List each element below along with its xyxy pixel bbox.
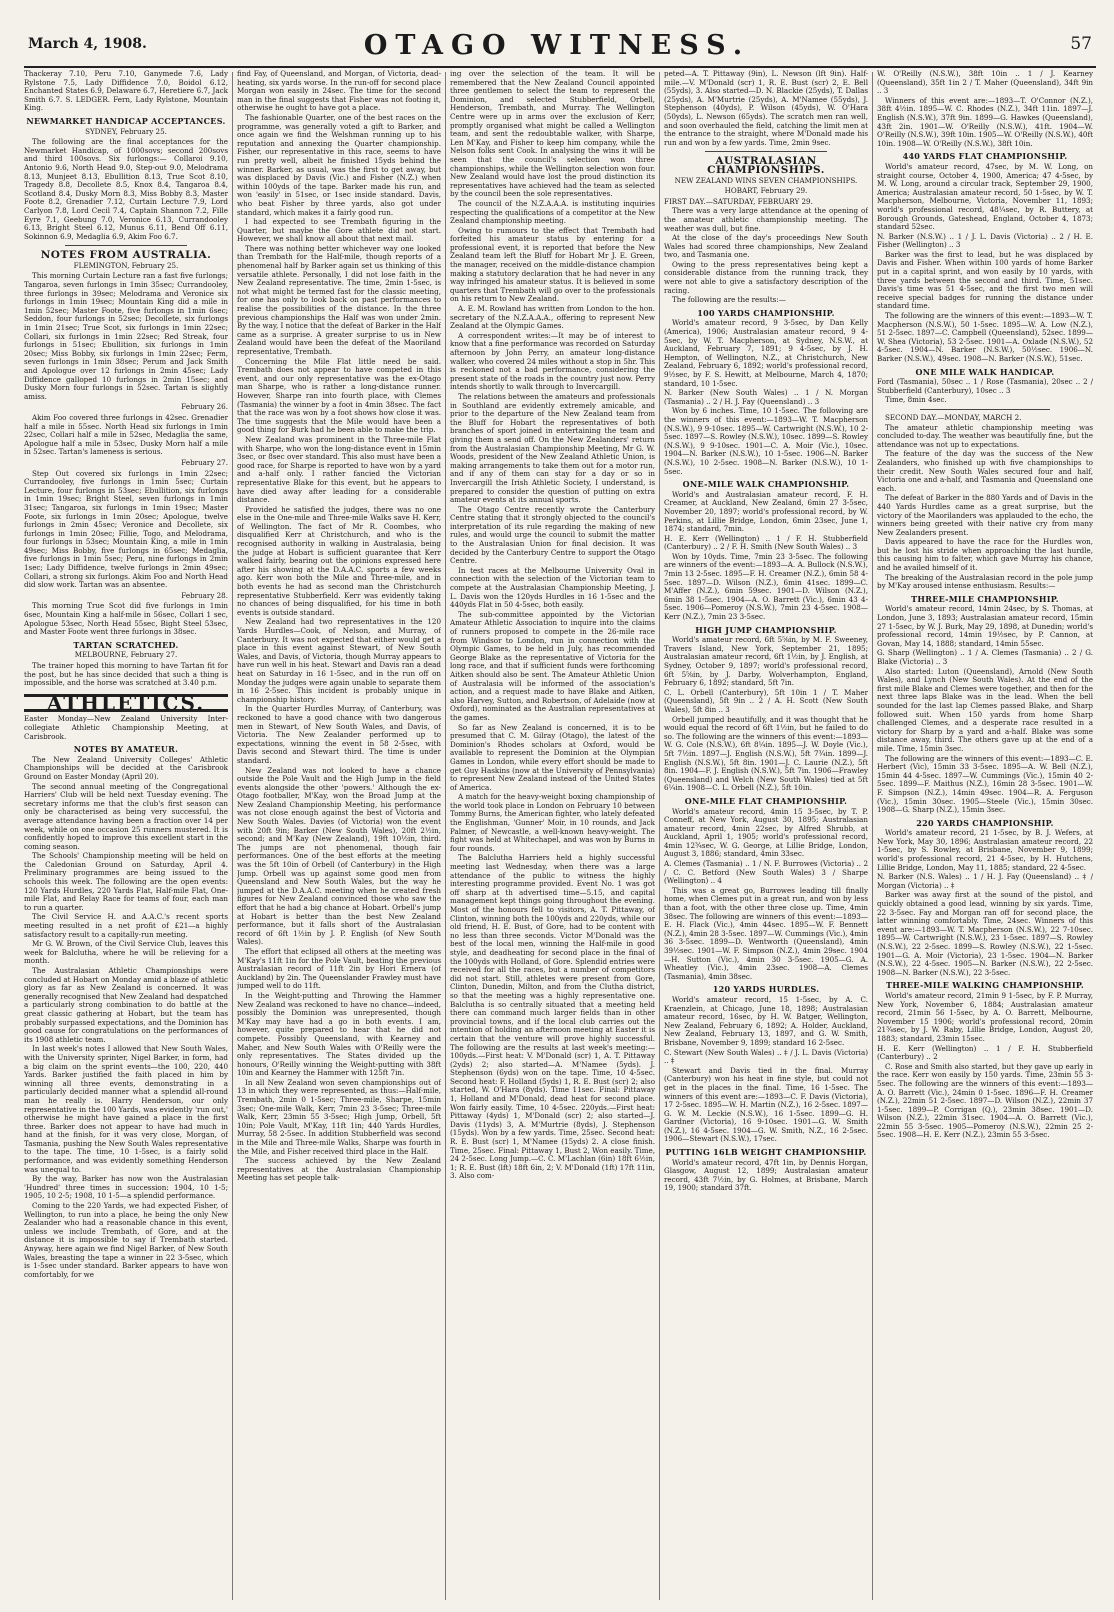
masthead-rule	[24, 66, 1096, 68]
athletics-heading: ATHLETICS.	[24, 694, 228, 713]
newmarket-dateline: SYDNEY, February 25.	[85, 126, 167, 136]
notes-by-amateur-heading: NOTES BY AMATEUR.	[73, 744, 179, 755]
section-rule	[65, 245, 187, 246]
article-text: The following are the results:—	[672, 295, 786, 305]
column-3	[450, 70, 655, 1600]
notes-date: February 26.	[181, 402, 228, 412]
article-text: At the close of the day's proceedings New South Wales had scored three championships, New Zealand two, and Tasmania one.	[664, 233, 868, 260]
article-text: Owing to the press representatives being kept a considerable distance from the running track, they were not able to give a satisfactory description of the racing.	[664, 259, 868, 295]
tartan-dateline: MELBOURNE, February 27.	[74, 650, 178, 660]
article-text: So far as New Zealand is concerned, it is to be presumed that C. M. Gilray (Otago), the latest of the Dominion's Rhodes scholars at Oxford, would be available to represent the Dominion at the Olympian Games in London, while every effort should be made to get Guy Haskins (now at the University of Pennsylvania) to represent New Zealand instead of the United States of America.	[450, 722, 655, 792]
page-number: 57	[1070, 34, 1092, 54]
article-text: The following are the winners of this event:—1893—C. E. Herbert (Vic), 15min 33 3-5sec. 1895—A. W. Bell (N.Z.), 15min 44 4-5sec. 1897—W. Cummings (Vic.), 15min 40 2-5sec. 1899—F. Maithus (N.Z.), 16min 28 3-5sec. 1901—W. F. Simpson (N.Z.), 14min 49sec. 1904—R. A. Ferguson (Vic.), 15min 30sec. 1905—Steele (Vic.), 15min 30sec. 1908—G. Sharp (N.Z.), 15min 3sec.	[877, 753, 1093, 815]
article-text: Winners of this event are:—1893—T. O'Connor (N.Z.), 38ft 4½in. 1895—W. C. Rhodes (N.Z.), 34ft 11in. 1897—J. English (N.S.W.), 37ft 9in. 1899—G. Hawkes (Queensland), 43ft 2in. 1901—W. O'Reilly (N.S.W.), 41ft. 1904—W. O'Reilly (N.S.W.), 39ft 10in. 1905—W. O'Reilly (N.S.W.), 40ft 10in. 1908—W. O'Reilly (N.S.W.), 38ft 10in.	[877, 95, 1093, 148]
australasian-subheading: NEW ZEALAND WINS SEVEN CHAMPIONSHIPS.	[674, 175, 858, 185]
racing-weights: Thackeray 7.10, Peru 7.10, Ganymede 7.6, Lady Rylstone 7.5, Lady Diffidence 7.0, Boidol 6.12, Enchanted States 6.9, Delaware 6.7, Heretiere 6.7, Jack Smith 6.7. S. LEDGER. Fern, Lady Rylstone, Mountain King.	[24, 70, 228, 113]
article-text: peted—A. T. Pittaway (9in), L. Newson (lft 9in). Half-mile.—V. M'Donald (scr) 1, R. E. Bust (scr) 2, E. Bell (55yds), 3. Also started—D. N. Blackie (25yds), T. Dallas (25yds), A. M'Murtrie (25yds), A. M'Namee (55yds), J. Stephenson (40yds), P. Wilson (45yds), W. O'Hara (50yds), L. Newson (65yds). The scratch men ran well, and soon overhauled the field, catching the limit men at the entrance to the straight, where M'Donald made his run and won by a few yards. Time, 2min 9sec.	[664, 70, 868, 147]
amateur-text: The Civil Service H. and A.A.C.'s recent sports meeting resulted in a net profit of £21—a highly satisfactory result to a capitally-run meeting.	[24, 912, 228, 939]
amateur-text: The Australasian Athletic Championships were concluded at Hobart on Monday amid a blaze of athletic glory as far as New Zealand is concerned. It was generally recognised that New Zealand had despatched a particularly strong combination to do battle at the great classic gathering at Hobart, but the team has probably surpassed expectations, and the Dominion has good cause for congratulations on the performances of its 1908 athletic team.	[24, 966, 228, 1044]
tartan-text: The trainer hoped this morning to have Tartan fit for the post, but he has since decided that such a thing is impossible, and the horse was scratched at 3.40 p.m.	[24, 661, 228, 688]
notes-dateline: FLEMINGTON, February 25.	[73, 260, 179, 270]
results-list: N. Barker (N.S. Wales) .. 1 / H. J. Fay (Queensland) .. ‡ / Morgan (Victoria) .. ‡	[877, 872, 1093, 890]
column-4	[664, 70, 868, 1600]
issue-date: March 4, 1908.	[28, 36, 147, 52]
results-list: N. Barker (New South Wales) .. 1 / N. Morgan (Tasmania) .. 2 / H. J. Fay (Queensland) .. 3	[664, 388, 868, 406]
amateur-text: The second annual meeting of the Congregational Harriers' Club will be held next Tuesday evening. The secretary informs me that the club's first season can only be characterised as being very successful, the average attendance having been a fraction over 14 per week, while on one occasion 25 runners mustered. It is confidently hoped to improve this excellent start in the coming season.	[24, 781, 228, 851]
day-heading: FIRST DAY.—SATURDAY, FEBRUARY 29.	[664, 196, 813, 206]
article-text: Stewart and Davis tied in the final. Murray (Canterbury) won his heat in fine style, but could not get in the places in the final. Time, 16 1-5sec. The winners of this event are:—1893—C. F. Davis (Victoria), 17 2-5sec. 1895—W. H. Martin (N.Z.), 16 2-5sec. 1897—G. W. M. Leckie (N.S.W.), 16 1-5sec. 1899—G. H. Gardner (Victoria), 16 9-10sec. 1901—G. W. Smith (N.Z.), 16 4-5sec. 1904—G. W. Smith, N.Z., 16 2-5sec. 1906—Stewart (N.S.W.), 17sec.	[664, 1065, 868, 1144]
results-list: Ford (Tasmania), 50sec .. 1 / Rose (Tasmania), 20sec .. 2 / Stubberfield (Canterbury), 10sec .. 3	[877, 377, 1093, 395]
article-text: In the Quarter Hurdles Murray, of Canterbury, was reckoned to have a good chance with two dangerous men in Stewart, of New South Wales, and Davis, of Victoria. The New Zealander performed up to expectations, winning the event in 58 2-5sec, with Davis second and Stewart third. The time is under standard.	[237, 704, 441, 765]
article-text: Orbell jumped beautifully, and it was thought that he would equal the record of 6ft 1½in, but he failed to do so. The following are the winners of this event:—1893—W. G. Cole (N.S.W.), 6ft 8¼in. 1895—J. W. Doyle (Vic.), 5ft 7½in. 1897—J. English (N.S.W.), 5ft 7¾in. 1899—J. English (N.S.W.), 5ft 8in. 1901—J. C. Laurie (N.Z.), 5ft 8in. 1904—F. J. English (N.S.W.), 5ft 7in. 1906—Frawley (Queensland) and Welch (New South Wales) tied at 5ft 6¼in. 1908—C. L. Orbell (N.Z.), 5ft 10in.	[664, 714, 868, 793]
article-text: The feature of the day was the success of the New Zealanders, who finished up with five championships to their credit. New South Wales secured four and half, Victoria one and a-half, and Tasmania and Queensland one each.	[877, 449, 1093, 493]
article-text: Won by 10yds. Time, 7min 23 3-5sec. The following are winners of the event:—1893—A. A. Bullock (N.S.W.), 7min 13 2-5sec. 1895—F. H. Creamer (N.Z.), 6min 58 4-5sec. 1897—D. Wilson (N.Z.), 6min 41sec. 1899—C. M'Affer (N.Z.), 6min 59sec. 1901—D. Wilson (N.Z.), 6min 38 1-5sec. 1904—A. O. Barrett (Vic.), 6min 43 4-5sec. 1906—Pomeroy (N.S.W.), 7min 23 4-5sec. 1908—Kerr (N.Z.), 7min 23 3-5sec.	[664, 551, 868, 622]
article-text: The Balclutha Harriers held a highly successful meeting last Wednesday, when there was a large attendance of the public to witness the highly interesting programme provided. Event No. 1 was got off sharp at th advertised time—5.15, and capital management kept things going throughout the evening. Most of the honours fell to visitors, A. T. Pittaway, of Clinton, winning both the 100yds and 220yds, while our old friend, H. E. Bust, of Gore, had to be content with no less than three seconds. Victor M'Donald was the best of the local men, winning the Half-mile in good style, and deadheating for second place in the final of the 100yds with Holland, of Gore. Splendid entries were received for all the races, but a number of competitors did not start. Still, athletes were present from Gore, Clinton, Dunedin, Milton, and from the Clutha district, so that the meeting was a highly representative one. Balclutha is so centrally situated that a meeting held there can command much larger fields than in other provincial towns, and if the local club carries out the intention of holding an afternoon meeting at Easter it is certain that the venture will prove highly successful. The following are the results at last week's meeting:—100yds.—First heat: V. M'Donald (scr) 1, A. T. Pittaway (2yds) 2; also started—A. M'Namee (5yds). J. Stephenson (6yds) won on the tape. Time, 10 4-5sec. Second heat: F. Holland (5yds) 1, R. E. Bust (scr) 2; also started, W. O'Hara (8yds). Time 11sec. Final: Pittaway 1, Holland and M'Donald, dead heat for second place. Won fairly easily. Time, 10 4-5sec. 220yds.—First heat: Pittaway (4yds) 1, M'Donald (scr) 2; also started—J. Davis (11yds) 3, A. M'Murtrie (8yds), J. Stephenson (15yds). Won by a few yards. Time, 25sec. Second heat: R. E. Bust (scr) 1, M'Namee (15yds) 2. A close finish. Time, 25sec. Final: Pittaway 1, Bust 2, Won easily. Time, 24 2-5sec. Long Jump.—C. C. M'Lachlan (6in) 18ft 6½in, 1; R. E. Bust (lft) 18ft 6in, 2; V. M'Donald (1ft) 17ft 11in, 3. Also com-	[450, 853, 655, 1181]
article-text: Owing to rumours to the effect that Trembath had forfeited his amateur status by entering for a professional event, it is reported that before the New Zealand team left the Bluff for Hobart Mr J. E. Green, the manager, received on the middle-distance champion making a statutory declaration that he had never in any way infringed his amateur status. It is believed in some quarters that Trembath will go over to the professionals on his return to New Zealand.	[450, 225, 655, 304]
event-heading: HIGH JUMP CHAMPIONSHIP.	[695, 624, 837, 635]
article-text: C. Rose and Smith also started, but they gave up early in the race. Kerr won easily by 150 yards. Time, 23min 55 3-5sec. The following are the winners of this event:—1893—A. O. Barrett (Vic.), 24min 0 1-5sec. 1896—F. H. Creamer (N.Z.), 22min 51 2-5sec. 1897—D. Wilson (N.Z.), 22min 37 1-5sec. 1899—P. Corrigan (Q.), 23min 38sec. 1901—D. Wilson (N.Z.), 22min 31sec. 1904—A. O. Barrett (Vic.), 22min 55 3-5sec. 1905—Pomeroy (N.S.W.), 22min 25 2-5sec. 1908—H. E. Kerr (N.Z.), 23min 55 3-5sec.	[877, 1061, 1093, 1140]
results-list: A. Clemes (Tasmania) .. 1 / N. F. Burrowes (Victoria) .. 2 / C. C. Betford (New South Wales) 3 / Sharpe (Wellington) .. 4	[664, 859, 868, 886]
article-text: A correspondent writes:—It may be of interest to know that a fine performance was recorded on Saturday afternoon by John Perry, an amateur long-distance walker, who covered 24 miles without a stop in 5hr. This is reckoned not a bad performance, considering the present state of the roads in the country just now. Perry intends shortly to walk through to Invercargill.	[450, 330, 655, 392]
results-list: W. O'Reilly (N.S.W.), 38ft 10in .. 1 / J. Kearney (Queensland), 35ft 1in 2 / T. Maher (Queensland), 34ft 9in .. 3	[877, 70, 1093, 96]
amateur-text: Coming to the 220 Yards, we had expected Fisher, of Wellington, to run into a place, he being the only New Zealander who had a reasonable chance in this event, unless we include Trembath, of Gore, and at the distance it is impossible to say if Trembath started. Anyway, here again we find Nigel Barker, of New South Wales, breasting the tape a winner in 22 3-5sec, which is 1-5sec under standard. Barker appears to have won comfortably, for we	[24, 1201, 228, 1279]
notes-date: February 27.	[181, 457, 228, 467]
article-text: The relations between the amateurs and professionals in Southland are evidently extremely amicable, and prior to the departure of the New Zealand team from the Bluff for Hobart the representatives of both branches of sport joined in entertaining the team and giving them a send off. On the New Zealanders' return from the Australasian Championship Meeting, Mr G. W. Woods, president of the New Zealand Athletic Union, is making arrangements to take them out for a motor run, and if any of them can stay for a day or so in Invercargill the Irish Athletic Society, I understand, is prepared to consider the question of putting on extra amateur events at its annual sports.	[450, 391, 655, 505]
article-text: The fashionable Quarter, one of the best races on the programme, was generally voted a gift to Barker, and once again we find the Welshman running up to his reputation and annexing the Quarter championship. Fisher, our representative in this race, seems to have run pretty well, albeit he finished 15yds behind the winner. Barker, as usual, was the first to get away, but was displaced by Davis (Vic.) and Fisher (N.Z.) when within 100yds of the tape. Barker made his run, and won 'easily' in 51sec, or 1sec inside standard. Davis, who beat Fisher by three yards, also got under standard, which makes it a fairly good run.	[237, 112, 441, 217]
results-list: G. Sharp (Wellington) .. 1 / A. Clemes (Tasmania) .. 2 / G. Blake (Victoria) .. 3	[877, 648, 1093, 666]
results-list: C. L. Orbell (Canterbury), 5ft 10in 1 / T. Maher (Queensland), 5ft 9in .. 2 / A. H. Scott (New South Wales), 5ft 8in .. 3	[664, 687, 868, 714]
article-text: New Zealand was not looked to have a chance outside the Pole Vault and the High Jump in the field events alongside the other 'powers.' Although the ex-Otago footballer, M'Kay, won the Broad Jump at the New Zealand Championship Meeting, his performance was not close enough against the best of Victoria and New South Wales. Davies (of Victoria) won the event with 20ft 9in; Barker (New South Wales), 20ft 2½in, second; and M'Kay (New Zealand), 19ft 10½in, third. The jumps are not phenomenal, though fair performances. One of the best efforts at the meeting was the 5ft 10in of Orbell (of Canterbury) in the High Jump. Orbell was up against some good men from Queensland and New South Wales, but the way he jumped at the D.A.A.C. meeting when he created fresh figures for New Zealand convinced those who saw the effort that he had a big chance at Hobart. Orbell's jump at Hobart is better than the best New Zealand performance, but it falls short of the Australasian record of 6ft 1½in by J. P. English (of New South Wales).	[237, 765, 441, 947]
article-text: New Zealand was prominent in the Three-mile Flat with Sharpe, who won the long-distance event in 15min 3sec, or 8sec over standard. This also must have been a good race, for Sharpe is reported to have won by a yard and a-half only. I rather fancied the Victorian representative Blake for this event, but he appears to have died away after leading for a considerable distance.	[237, 434, 441, 505]
masthead	[0, 0, 1114, 60]
amateur-text: In last week's notes I allowed that New South Wales, with the University sprinter, Nigel Barker, in form, had a big claim on the sprint events—the 100, 220, 440 Yards. Barker justified the faith placed in him by winning all three events, demonstrating in a particularly decided manner what a splendid all-round man he really is. Harry Henderson, our only representative in the 100 Yards, was evidently 'run out,' otherwise he might have gained a place in the first three. Barker does not appear to have had much in hand at the finish, for it was very close, Morgan, of Tasmania, pushing the New South Wales representative to the tape. The time, 10 1-5sec, is a fairly solid performance, and was evidently something Henderson was unequal to.	[24, 1044, 228, 1174]
article-text: New Zealand had two representatives in the 120 Yards Hurdles—Cook, of Nelson, and Murray, of Canterbury. It was not expected that either would get a place in this event against Stewart, of New South Wales, and Davis, of Victoria, though Murray appears to have run well in his heat. Stewart and Davis ran a dead heat on Saturday in 16 1-5sec, and in the run off on Monday the judges were again unable to separate them in 16 2-5sec. This incident is probably unique in championship history.	[237, 617, 441, 704]
notes-text: This morning True Scot did five furlongs in 1min 6sec, Mountain King a half-mile in 56sec, Collari 1 sec, Apologue 53sec, North Head 55sec, Bight Steel 53sec, and Master Foote went three furlongs in 38sec.	[24, 601, 228, 637]
record-text: World's amateur record, 4min 15 3-5sec, by T. P. Conneff, at New York, August 30, 1895; Australasian amateur record, 4min 22sec, by Alfred Shrubb, at Auckland, April 1, 1905; world's professional record, 4min 12¾sec, W. G. George, at Lillie Bridge, London, August 3, 1886; standard, 4min 33sec.	[664, 806, 868, 859]
record-text: World's amateur record, 6ft 5⅝in, by M. F. Sweeney, Travers Island, New York, September 21, 1895; Australasian amateur record, 6ft 1½in, by J. English, at Sydney, October 9, 1897; world's professional record, 6ft 5⅝in, by J. Darby, Wolverhampton, England, February 6, 1892; standard, 5ft 7in.	[664, 635, 868, 688]
article-text: Barker was away first at the sound of the pistol, and quickly obtained a good lead, winning by six yards. Time, 22 3-5sec. Fay and Morgan ran off for second place, the latter winning comfortably. Time, 24sec. Winners of this event are:—1893—W. T. Macpherson (N.S.W.), 22 7-10sec. 1895—W. Cartwright (N.S.W.), 23 1-5sec. 1897—S. Rowley (N.S.W.), 22 2-5sec. 1899—S. Rowley (N.S.W.), 22 1-5sec. 1901—G. A. Moir (Victoria), 23 1-5sec. 1904—N. Barker (N.S.W.), 22 4-5sec. 1905—N. Barker (N.S.W.), 22 2-5sec. 1908—N. Barker (N.S.W.), 22 3-5sec.	[877, 890, 1093, 977]
article-text: In the Weight-putting and Throwing the Hammer New Zealand was reckoned to have no chance—indeed, possibly the Dominion was unrepresented, though M'Kay may have had a go in both events. I am, however, quite prepared to hear that he did not compete. Possibly Queensland, with Kearney and Maher, and New South Wales with O'Reilly were the only representatives. The States divided up the honours, O'Reilly winning the Weight-putting with 38ft 10in and Kearney the Hammer with 125ft 7in.	[237, 990, 441, 1078]
column-divider	[232, 72, 233, 1600]
article-text: Davis appeared to have the race for the Hurdles won, but he lost his stride when approaching the last hurdle, this causing him to falter, which gave Murray his chance, and he availed himself of it.	[877, 537, 1093, 573]
column-divider	[445, 72, 446, 1600]
article-text: The amateur athletic championship meeting was concluded to-day. The weather was beautifully fine, but the attendance was not up to expectations.	[877, 422, 1093, 449]
record-text: World's amateur record, 47sec, by M. W. Long, on straight course, October 4, 1900, America; 47 4-5sec, by M. W. Long, around a circular track, September 29, 1900, America; Australasian amateur record, 50 1-5sec, by W. T. Macpherson, Melbourne, Victoria, November 11, 1893; world's professional record, 48¼sec, by R. Buttery, at Borough Grounds, Gateshead, England, October 4, 1873; standard 52sec.	[877, 161, 1093, 232]
amateur-text: Mr G. W. Brown, of the Civil Service Club, leaves this week for Balclutha, where he will be relieving for a month.	[24, 939, 228, 966]
article-text: Also started: Luton (Queensland), Arnold (New South Wales), and Lynch (New South Wales). At the end of the first mile Blake and Clemes were together, and then for the next three laps Blake was in the lead. When the bell sounded for the last lap Clemes passed Blake, and Sharp followed suit. When 150 yards from home Sharp challenged Clemes, and a desperate race resulted in a victory for Sharp by a yard and a-half. Blake was some distance away, third. The others gave up at the end of a mile. Time, 15min 3sec.	[877, 666, 1093, 753]
event-heading: 100 YARDS CHAMPIONSHIP.	[697, 307, 835, 318]
record-text: World's amateur record, 47ft 1in, by Dennis Horgan, Glasgow, August 12, 1899; Australasian amateur record, 43ft 7½in, by G. Holmes, at Brisbane, March 19, 1900; standard 37ft.	[664, 1157, 868, 1193]
article-text: Concerning the Mile Flat little need be said. Trembath does not appear to have competed in this event, and our only representative was the ex-Otago man Sharpe, who is rather a long-distance runner. However, Sharpe ran into fourth place, with Clemes (Tasmania) the winner by a foot in 4min 38sec. The fact that the race was won by a foot shows how close it was. The time suggests that the Mile would have been a good thing for Burk had he been able to make the trip.	[237, 356, 441, 435]
event-heading: THREE-MILE CHAMPIONSHIP.	[911, 593, 1059, 604]
column-divider	[872, 72, 873, 1600]
event-heading: 440 YARDS FLAT CHAMPIONSHIP.	[902, 151, 1068, 162]
results-list: N. Barker (N.S.W.) .. 1 / J. L. Davis (Victoria) .. 2 / H. E. Fisher (Wellington) .. 3	[877, 231, 1093, 250]
article-text: ing over the selection of the team. It will be remembered that the New Zealand Council appointed three gentlemen to select the team to represent the Dominion, and selected Stubberfield, Orbell, Henderson, Trembath, and Murray. The Wellington Centre were up in arms over the exclusion of Kerr, promptly organised what might be called a Wellington team, and sent the redoubtable walker, with Sharpe, Len M'Kay, and Fisher to keep him company, while the Nelson folks sent Cook. In analysing the wins it will be seen that the council's selection won three championships, while the Wellington selection won four. New Zealand would have lost the proud distinction its representatives have achieved had the team as selected by the council been the sole representatives.	[450, 70, 655, 199]
record-text: World's amateur record, 14min 24sec, by S. Thomas, at London, June 3, 1893; Australasian amateur record, 15min 27 1-5sec, by W. J. Burk, May 29, 1898, at Dunedin; world's professional record, 14min 19½sec, by P. Cannon, at Govan, May 14, 1888; standard, 14min 55sec.	[877, 604, 1093, 648]
australasian-championships-heading: AUSTRALASIAN CHAMPIONSHIPS.	[707, 155, 825, 176]
column-divider	[659, 72, 660, 1600]
column-1	[24, 70, 228, 1600]
article-text: The following are the winners of this event:—1893—W. T. Macpherson (N.S.W.), 50 1-5sec. 1895—W. A. Low (N.Z.), 51 2-5sec. 1897—C. Campbell (Queensland), 52sec. 1899—W. Shea (Victoria), 53 2-5sec. 1901—A. Oxlade (N.S.W.), 52 4-5sec. 1904—N. Barker (N.S.W.), 50½sec. 1906—N. Barker (N.S.W.), 49sec. 1908—N. Barker (N.S.W.), 51sec.	[877, 311, 1093, 363]
athletics-intro: Easter Monday—New Zealand University Inter-collegiate Athletic Championship Meeting, at Carisbrook.	[24, 714, 228, 741]
article-text: Barker was the first to lead, but he was displaced by Davis and Fisher. When within 100 yards of home Barker put in a capital sprint, and won easily by 10 yards, with three yards between the second and third. Time, 51sec. Davis's time was 51 4-5sec, and the first two men will receive special badges for running the distance under standard time.	[877, 249, 1093, 311]
notes-date: February 28.	[181, 590, 228, 600]
event-heading: PUTTING 16LB WEIGHT CHAMPIONSHIP.	[665, 1147, 867, 1158]
article-text: There was nothing better whichever way one looked than Trembath for the Half-mile, though reports of a phenomenal half by Barker again set us thinking of this versatile athlete. Personally, I did not lose faith in the New Zealand representative. The time, 2min 1-5sec, is not what might be termed fast for the classic meeting, for one has only to look back on past performances to realise the possibilities of the distance. In the three previous championships the Half was won under 2min. By the way, I notice that the defeat of Barker in the Half came as a surprise. A greater surprise to us in New Zealand would have been the defeat of the Maoriland representative, Trembath.	[237, 243, 441, 356]
newmarket-text: The following are the final acceptances for the Newmarket Handicap, of 1000sovs; second 200sovs and third 100sovs. Six furlongs:— Collaroi 9.10, Antonio 9.6, North Head 9.0, Step-out 9.0, Melodrama 8.13, Munjeet 8.13, Ebullition 8.13, True Scot 8.10, Tragedy 8.8, Decollete 8.5, Knox 8.4, Tangaroa 8.4, Scotland 8.4, Dusky Morn 8.3, Miss Bobby 8.3, Master Foote 8.2, Grenadier 7.12, Curtain Lecture 7.9, Lord Carlyon 7.8, Lord Cecil 7.4, Captain Shannon 7.2, Fille Eyre 7.1, Geebung 7.0, Veronice 6.13, Currandooley 6.13, Bright Steel 6.12, Munus 6.11, Bend Off 6.11, Sokinnon 6.9, Medaglia 6.9, Akim Foo 6.7.	[24, 137, 228, 241]
event-heading: ONE MILE WALK HANDICAP.	[915, 366, 1055, 377]
section-rule	[920, 409, 1050, 410]
article-text: Provided he satisfied the judges, there was no one else in the One-mile and Three-mile Walks save H. Kerr, of Wellington. The fact of Mr R. Coombes, who disqualified Kerr at Christchurch, and who is the recognised authority in walking in Australasia, being the judge at Hobart is sufficient guarantee that Kerr walked fairly, bearing out the opinions expressed here after his showing at the D.A.A.C. sports a few weeks ago. Kerr won both the Mile and Three-mile, and in both events he had as second man the Christchurch representative Stubberfield. Kerr was evidently taking no chances of being disqualified, for his time in both events is outside standard.	[237, 504, 441, 617]
article-text: The council of the N.Z.A.A.A. is instituting inquiries respecting the qualifications of a competitor at the New Zealand championship meeting.	[450, 198, 655, 226]
results-list: H. E. Kerr (Wellington) .. 1 / F. H. Stubberfield (Canterbury) .. 2 / F. H. Smith (New South Wales) .. 3	[664, 533, 868, 552]
day-heading: SECOND DAY.—MONDAY, MARCH 2.	[885, 412, 1022, 422]
article-text: Won by 6 inches. Time, 10 1-5sec. The following are the winners of this event:—1893—W. T. Macpherson (N.S.W.), 9 9-10sec. 1895—W. Cartwright (N.S.W.), 10 2-5sec. 1897—S. Rowley (N.S.W.), 10sec. 1899—S. Rowley (N.S.W.), 9 9-10sec. 1901—C. A. Moir (Vic.), 10sec. 1904—N. Barker (N.S.W.), 10 1-5sec. 1906—N. Barker (N.S.W.), 10 2-5sec. 1908—N. Barker (N.S.W.), 10 1-5sec.	[664, 406, 868, 476]
article-text: The success achieved by the New Zealand representatives at the Australasian Championship Meeting has set people talk-	[237, 1156, 441, 1183]
article-text: A match for the heavy-weight boxing championship of the world took place in London on February 10 between Tommy Burns, the American fighter, who lately defeated the Englishman, 'Gunner' Moir, in 10 rounds, and Jack Palmer, of Newcastle, a well-known heavy-weight. The fight was held at Whitechapel, and was won by Burns in four rounds.	[450, 792, 655, 853]
article-text: The breaking of the Australasian record in the pole jump by M'Kay aroused intense enthusiasm. Results:—	[877, 572, 1093, 591]
article-text: The Otago Centre recently wrote the Canterbury Centre stating that it strongly objected to the council's interpretation of its rule regarding the making of new rules, and would urge the council to submit the matter to the Australasian Union for final decision. It was decided by the Canterbury Centre to support the Otago Centre.	[450, 504, 655, 566]
article-text: The effort that eclipsed all others at the meeting was M'Kay's 11ft 1in for the Pole Vault, beating the previous Australasian record of 11ft 2in by Hori Ernera (of Auckland) by 2in. The Queenslander Frawley must have jumped well to do 11ft.	[237, 946, 441, 991]
tartan-heading: TARTAN SCRATCHED.	[73, 639, 179, 650]
column-5	[877, 70, 1093, 1600]
australasian-dateline: HOBART, February 29.	[724, 186, 808, 196]
record-text: World's amateur record, 15 1-5sec, by A. C. Kraenzlein, at Chicago, June 18, 1898; Australasian amateur record, 16sec, by H. W. Batger, Wellington, New Zealand, February 6, 1892; A. Holder, Auckland, New Zealand, February 13, 1897, and G. W. Smith, Brisbane, November 9, 1899; standard 16 2-5sec.	[664, 994, 868, 1047]
newspaper-title: OTAGO WITNESS.	[363, 30, 751, 61]
amateur-text: By the way, Barker has now won the Australasian 'Hundred' three times in succession: 1904, 10 1-5; 1905, 10 2-5; 1908, 10 1-5—a splendid performance.	[24, 1174, 228, 1201]
amateur-text: The Schools' Championship meeting will be held on the Caledonian Ground on Saturday, April 4. Preliminary programmes are being issued to the schools this week. The following are the open events: 120 Yards Hurdles, 220 Yards Flat, Half-mile Flat, One-mile Flat, and Relay Race for teams of four, each man to run a quarter.	[24, 851, 228, 912]
article-text: Time, 8min 4sec.	[885, 395, 947, 405]
record-text: World's amateur record, 21 1-5sec, by B. J. Wefers, at New York, May 30, 1896; Australasian amateur record, 22 1-5sec, by S. Rowley, at Brisbane, November 9, 1899; world's professional record, 21 4-5sec, by H. Hutchens, Lillie Bridge, London, May 11, 1885; standard, 22 4-5sec.	[877, 828, 1093, 872]
record-text: World's and Australasian amateur record, F. H. Creamer, at Auckland, New Zealand, 6min 27 3-5sec, November 20, 1897; world's professional record, by W. Perkins, at Lillie Bridge, London, 6min 23sec, June 1, 1874; standard, 7min.	[664, 489, 868, 534]
article-text: The defeat of Barker in the 880 Yards and of Davis in the 440 Yards Hurdles came as a great surprise, but the victory of the Maorilanders was applauded to the echo, the winners being greeted with their native cry from many New Zealanders present.	[877, 493, 1093, 537]
amateur-text: The New Zealand University Colleges' Athletic Championships will be decided at the Carisbrook Ground on Easter Monday (April 20).	[24, 754, 228, 781]
article-text: There was a very large attendance at the opening of the amateur athletic championship meeting. The weather was dull, but fine.	[664, 206, 868, 233]
event-heading: 220 YARDS CHAMPIONSHIP.	[916, 817, 1054, 828]
results-list: H. E. Kerr (Wellington) .. 1 / F. H. Stubberfield (Canterbury) .. 2	[877, 1043, 1093, 1062]
article-text: This was a great go, Burrowes leading till finally home, when Clemes put in a great run, and won by less than a foot, with the other three close up. Time, 4min 38sec. The following are winners of this event:—1893—E. H. Flack (Vic.), 4min 44sec. 1895—W. F. Bennett (N.Z.), 4min 28 3-5sec. 1897—W. Cummings (Vic.), 4min 36 3-5sec. 1899—D. Wentworth (Queensland), 4min 39½sec. 1901—W. F. Simpson (N.Z.), 4min 29sec. 1904—H. Sutton (Vic.), 4min 30 3-5sec. 1905—G. A. Wheatley (Vic.), 4min 23sec. 1908—A. Clemes (Tasmania), 4min 38sec.	[664, 885, 868, 981]
record-text: World's amateur record, 9 3-5sec, by Dan Kelly (America), 1906; Australasian amateur record, 9 4-5sec, by W. T. Macpherson, at Sydney, N.S.W., at Auckland, February 7, 1891; 9 4-5sec, by J. H. Hempton, of Wellington, N.Z., at Christchurch, New Zealand, February 6, 1892; world's professional record, 9½sec, by F. S. Hewitt, at Melbourne, March 4, 1870; standard, 10 1-5sec.	[664, 318, 868, 388]
newmarket-heading: NEWMARKET HANDICAP ACCEPTANCES.	[26, 115, 226, 126]
article-text: The sub-committee appointed by the Victorian Amateur Athletic Association to inquire into the claims of runners proposed to compete in the 26-mile race from Windsor to London, run in connection with the Olympic Games, to be held in July, has recommended George Blake as the representative of Victoria for the long race, and that if sufficient funds were forthcoming Aitken should also be sent. The Amateur Athletic Union of Australasia will be informed of the association's action, and a request made to have Blake and Aitken, also Harvey, Sutton, and Robertson, of Adelaide (now at Oxford), nominated as the Australian representatives at the games.	[450, 609, 655, 722]
event-heading: 120 YARDS HURDLES.	[712, 984, 820, 995]
column-2	[237, 70, 441, 1600]
event-heading: THREE-MILE WALKING CHAMPIONSHIP.	[885, 980, 1085, 991]
event-heading: ONE-MILE WALK CHAMPIONSHIP.	[682, 479, 850, 490]
notes-text: Akim Foo covered three furlongs in 42sec. Grenadier half a mile in 55sec. North Head six furlongs in 1min 22sec, Collari half a mile in 52sec, Medaglia the same, Apologue half a mile in 53sec, Dusky Morn half a mile in 52sec. Tartan's lameness is serious.	[24, 412, 228, 457]
article-text: In test races at the Melbourne University Oval in connection with the selection of the Victorian team to compete at the Australasian Championship Meeting, J. L. Davis won the 120yds Hurdles in 16 1-5sec and the 440yds Flat in 50 4-5sec, both easily.	[450, 565, 655, 610]
article-text: A. E. M. Rowland has written from London to the hon. secretary of the N.Z.A.A.A., offering to represent New Zealand at the Olympic Games.	[450, 304, 655, 331]
notes-australia-heading: NOTES FROM AUSTRALIA.	[40, 249, 212, 262]
article-text: find Fay, of Queensland, and Morgan, of Victoria, dead-heating, six yards worse. In the run-off for second place Morgan won easily in 24sec. The time for the second man in the final suggests that Fisher was not footing it, otherwise he ought to have got a place.	[237, 70, 441, 113]
section-rule	[705, 151, 827, 152]
record-text: World's amateur record, 21min 9 1-5sec, by F. P. Murray, New York, November 6, 1884; Australasian amateur record, 21min 56 1-5sec, by A. O. Barrett, Melbourne, November 15 1906; world's professional record, 20min 21¾sec, by J. W. Raby, Lillie Bridge, London, August 20, 1883; standard, 23min 15sec.	[877, 990, 1093, 1043]
event-heading: ONE-MILE FLAT CHAMPIONSHIP.	[684, 795, 848, 806]
results-list: C. Stewart (New South Wales) .. ‡ / J. L. Davis (Victoria) .. ‡	[664, 1047, 868, 1066]
article-text: In all New Zealand won seven championships out of 13 in which they were represented, as thus:—Half-mile, Trembath, 2min 0 1-5sec; Three-mile, Sharpe, 15min 3sec; One-mile Walk, Kerr, 7min 23 3-5sec; Three-mile Walk, Kerr, 23min 55 3-5sec; High Jump, Orbell, 5ft 10in; Pole Vault, M'Kay, 11ft 1in; 440 Yards Hurdles, Murray, 58 2-5sec. In addition Stubberfield was second in the Mile and Three-mile Walks, Sharpe was fourth in the Mile, and Fisher received third place in the Half.	[237, 1077, 441, 1156]
article-text: I had expected to see Trembath figuring in the Quarter, but maybe the Gore athlete did not start. However, we shall know all about that next mail.	[237, 217, 441, 244]
notes-text: Step Out covered six furlongs in 1min 22sec; Currandooley, five furlongs in 1min 5sec; Curtain Lecture, four furlongs in 53sec; Ebullition, six furlongs in 1min 19sec; Bright Steel, seven furlongs in 1min 31sec; Tangaroa, six furlongs in 1min 19sec; Master Foote, six furlongs in 1min 20sec; Apologue, twelve furlongs in 2min 45sec; Veronice and Decollete, six furlongs in 1min 20sec; Fillie, Togo, and Melodrama, four furlongs in 53sec; Mountain King, a mile in 1min 49sec; Miss Bobby, five furlongs in 65sec; Medaglia, five furlongs in 1min 5sec; Peru, nine furlongs in 2min 1sec; Lady Diffidence, twelve furlongs in 2min 49sec; Collari, a strong six furlongs. Akim Foo and North Head did slow work. Tartan was an absentee.	[24, 468, 228, 590]
notes-text: This morning Curtain Lecture ran a fast five furlongs; Tangaroa, seven furlongs in 1min 35sec; Currandooley, three furlongs in 39sec; Melodrama and Veronice six furlongs in 1min 19sec; Mountain King did a mile in 1min 52sec; Master Foote, five furlongs in 1min 6sec; Seddon, four furlongs in 52sec; Decollete, six furlongs in 1min 21sec; True Scot, six furlongs in 1min 22sec; Collari, six furlongs in 1min 22sec; Red Streak, four furlongs in 51sec; Ebullition, six furlongs in 1min 20sec; Miss Bobby, six furlongs in 1min 22sec; Ferm, seven furlongs in 1min 38sec; Perum and Jack Smith and Apologue over 12 furlongs in 2min 45sec; Lady Diffidence galloped 10 furlongs in 2min 15sec; and Dusky Morn four furlongs in 52sec. Tartan is slightly amiss.	[24, 271, 228, 401]
